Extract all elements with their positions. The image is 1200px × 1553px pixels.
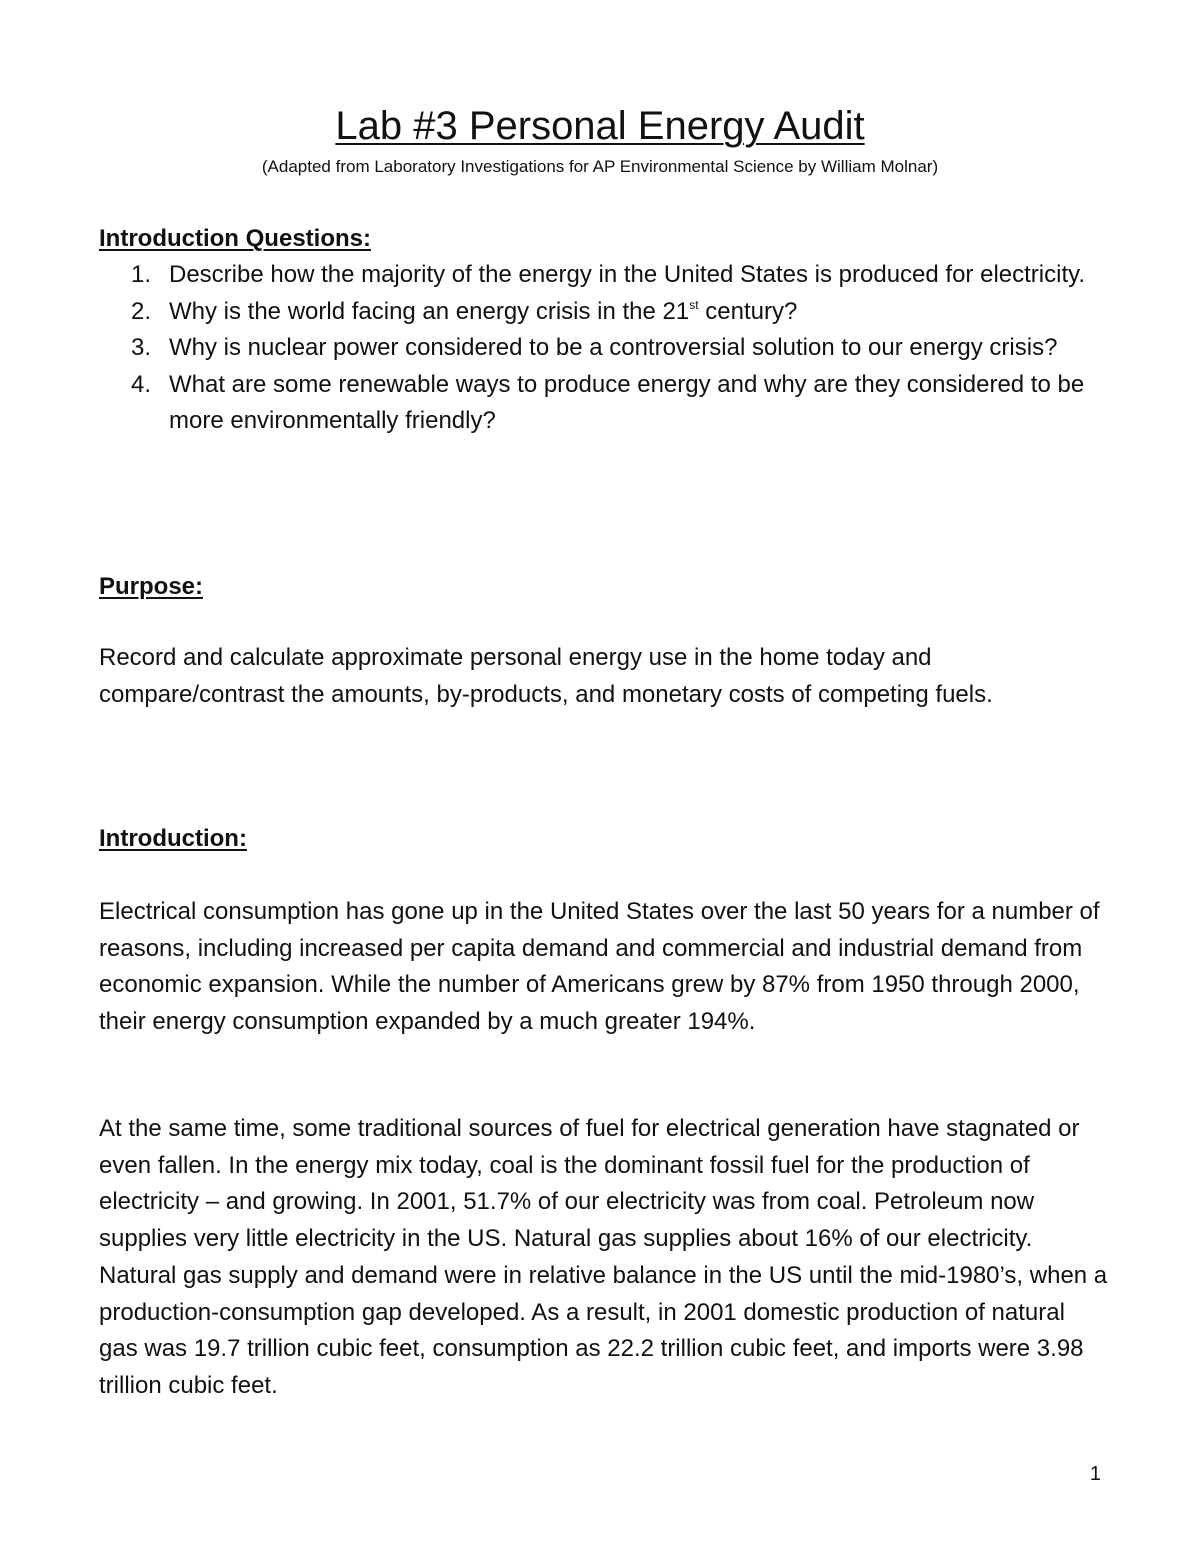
introduction-paragraph-2: At the same time, some traditional sources of fuel for electrical generation have stagnated or even fallen. In the energy mix today, coal is the dominant fossil fuel for the production of electricity – and growing. In 2001, 51.7% of our electricity was from coal. Petroleum now supplies very little electricity in the US. Natural gas supplies about 16% of our electricity. Natural gas supply and demand were in relative balance in the US until the mid-1980’s, when a production-consumption gap developed. As a result, in 2001 domestic production of natural gas was 19.7 trillion cubic feet, consumption as 22.2 trillion cubic feet, and imports were 3.98 trillion cubic feet.: [99, 1115, 1108, 1399]
document-subtitle: (Adapted from Laboratory Investigations for AP Environmental Science by William Molnar): [261, 157, 939, 176]
question-number: 4.: [131, 370, 152, 398]
question-text: Why is the world facing an energy crisis in the 21: [169, 297, 690, 325]
ordinal-superscript: st: [689, 297, 699, 312]
question-text-continued: century?: [698, 297, 798, 325]
question-item: [99, 330, 1109, 367]
question-text: Describe how the majority of the energy in the United States is produced for electricity.: [169, 261, 1085, 288]
question-item: [99, 294, 1109, 331]
purpose-heading: Purpose:: [99, 573, 204, 600]
question-number: 2.: [131, 297, 152, 325]
question-text: Why is nuclear power considered to be a controversial solution to our energy crisis?: [169, 334, 1058, 361]
purpose-text: Record and calculate approximate personal energy use in the home today and compare/contrast the amounts, by-products, and monetary costs of competing fuels.: [99, 644, 993, 708]
question-number: 3.: [131, 334, 152, 361]
introduction-heading: Introduction:: [99, 825, 247, 852]
question-text: What are some renewable ways to produce energy and why are they considered to be more environmentally friendly?: [169, 370, 1085, 434]
introduction-paragraph-1: Electrical consumption has gone up in the United States over the last 50 years for a number of reasons, including increased per capita demand and commercial and industrial demand from economic expansion. While the number of Americans grew by 87% from 1950 through 2000, their energy consumption expanded by a much greater 194%.: [99, 898, 1100, 1036]
question-item: [99, 367, 1109, 440]
question-item: [99, 257, 1109, 294]
page-number: 1: [1089, 1463, 1101, 1485]
question-number: 1.: [131, 261, 152, 288]
document-title: Lab #3 Personal Energy Audit: [335, 104, 865, 148]
intro-questions-heading: Introduction Questions:: [99, 225, 371, 252]
intro-questions-list: [99, 257, 1109, 440]
